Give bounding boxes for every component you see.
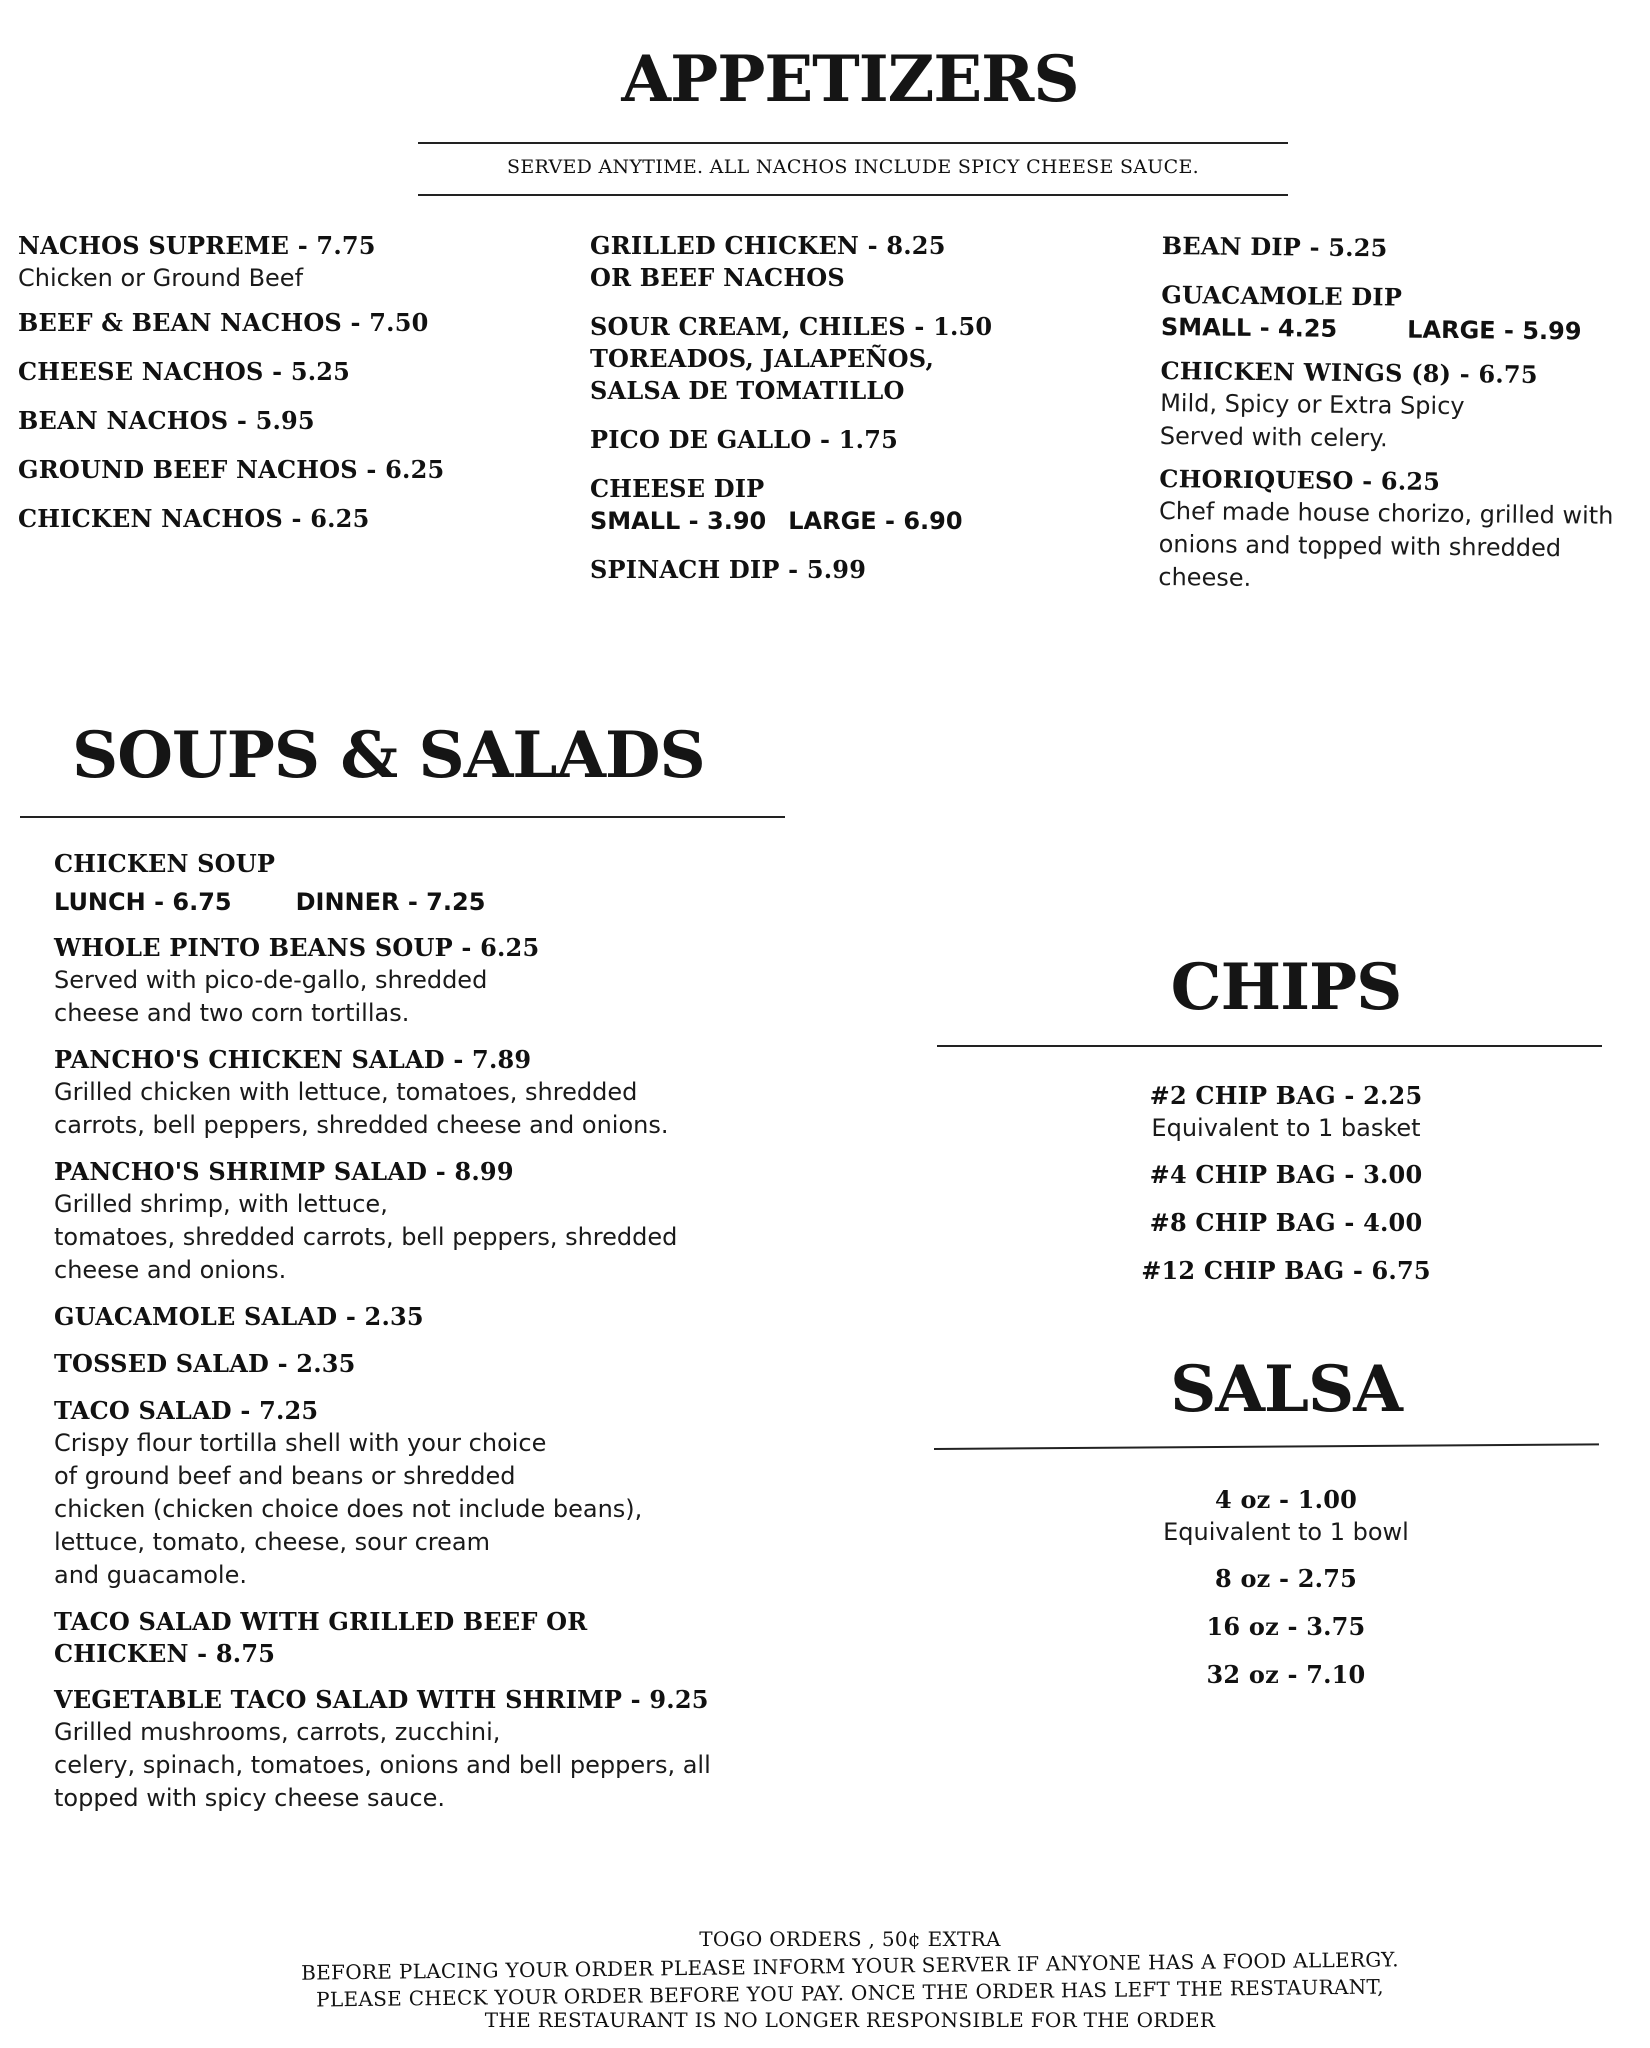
- item-name: PANCHO'S SHRIMP SALAD - 8.99: [54, 1157, 514, 1186]
- menu-item: 32 oz - 7.10: [1206, 1660, 1366, 1689]
- item-name: CHICKEN WINGS (8) - 6.75: [1160, 355, 1538, 389]
- item-desc: Grilled chicken with lettuce, tomatoes, shredded: [54, 1078, 638, 1106]
- item-name: TACO SALAD - 7.25: [54, 1396, 319, 1425]
- large-price: LARGE - 5.99: [1407, 315, 1582, 346]
- menu-item: [54, 1606, 711, 1670]
- item-name-continued: CHICKEN - 8.75: [54, 1639, 276, 1668]
- menu-item: [54, 1684, 711, 1815]
- small-price: SMALL - 4.25: [1160, 312, 1338, 343]
- menu-item: GUACAMOLE SALAD - 2.35: [54, 1302, 424, 1331]
- menu-item: [590, 311, 992, 407]
- item-desc: of ground beef and beans or shredded: [54, 1462, 516, 1490]
- item-name: GROUND BEEF NACHOS: [18, 455, 358, 484]
- appetizers-subtitle: SERVED ANYTIME. ALL NACHOS INCLUDE SPICY CHEESE SAUCE.: [507, 156, 1199, 178]
- dinner-price: DINNER - 7.25: [295, 888, 486, 916]
- appetizers-rule-bottom: [418, 194, 1288, 196]
- menu-item: CHEESE NACHOS - 5.25: [18, 357, 351, 386]
- salsa-list: [936, 1484, 1636, 1691]
- menu-item: [936, 1080, 1636, 1145]
- menu-item: [54, 1156, 711, 1287]
- item-price: 5.25: [290, 357, 351, 386]
- item-desc: Served with celery.: [1159, 421, 1388, 453]
- menu-item: [1160, 355, 1615, 458]
- large-price: LARGE - 6.90: [788, 507, 963, 535]
- item-desc: Mild, Spicy or Extra Spicy: [1160, 388, 1465, 421]
- soups-salads-list: [54, 848, 711, 1815]
- item-name: SOUR CREAM, CHILES - 1.50: [590, 312, 993, 341]
- item-desc: celery, spinach, tomatoes, onions and bell peppers, all: [54, 1751, 711, 1779]
- item-name: 4 oz - 1.00: [1214, 1485, 1358, 1514]
- item-desc: Grilled shrimp, with lettuce,: [54, 1190, 388, 1218]
- item-desc: chicken (chicken choice does not include beans),: [54, 1495, 643, 1523]
- item-price: 7.75: [316, 231, 376, 260]
- item-price: 6.25: [310, 504, 370, 533]
- item-desc: Crispy flour tortilla shell with your choice: [54, 1429, 547, 1457]
- menu-item: [1161, 279, 1616, 348]
- chips-list: [936, 1080, 1636, 1287]
- item-name: CHEESE NACHOS: [18, 357, 264, 386]
- menu-item: [54, 1044, 711, 1142]
- lunch-price: LUNCH - 6.75: [54, 888, 232, 916]
- menu-item: [936, 1484, 1636, 1549]
- item-desc: cheese.: [1158, 562, 1252, 592]
- item-name: CHICKEN NACHOS: [18, 504, 283, 533]
- salsa-rule: [934, 1443, 1599, 1450]
- item-name: CHEESE DIP: [590, 474, 765, 503]
- item-desc: cheese and two corn tortillas.: [54, 999, 410, 1027]
- item-name-continued: TOREADOS, JALAPEÑOS,: [590, 344, 935, 373]
- menu-item: 8 oz - 2.75: [1214, 1564, 1358, 1593]
- item-desc: Chef made house chorizo, grilled with: [1158, 496, 1614, 530]
- item-price: 5.95: [255, 406, 315, 435]
- appetizers-rule-top: [418, 142, 1288, 144]
- appetizers-title: APPETIZERS: [621, 42, 1079, 117]
- item-desc: Grilled mushrooms, carrots, zucchini,: [54, 1718, 501, 1746]
- item-name: BEAN NACHOS: [18, 406, 229, 435]
- menu-item: [1158, 463, 1614, 599]
- footer-togo: TOGO ORDERS , 50¢ EXTRA: [699, 1927, 1001, 1951]
- item-desc: Chicken or Ground Beef: [18, 264, 304, 292]
- size-prices: [590, 505, 992, 537]
- chips-rule: [937, 1045, 1602, 1047]
- item-desc: onions and topped with shredded: [1158, 529, 1562, 563]
- item-desc: tomatoes, shredded carrots, bell peppers, shredded: [54, 1223, 678, 1251]
- item-name: #2 CHIP BAG - 2.25: [1149, 1081, 1423, 1110]
- item-name: CHORIQUESO - 6.25: [1159, 463, 1441, 496]
- appetizers-column-2: [590, 230, 992, 586]
- item-desc: and guacamole.: [54, 1561, 247, 1589]
- item-desc: cheese and onions.: [54, 1256, 287, 1284]
- item-name-continued: SALSA DE TOMATILLO: [590, 376, 905, 405]
- item-desc: Equivalent to 1 bowl: [1163, 1518, 1409, 1546]
- item-name: NACHOS SUPREME: [18, 231, 290, 260]
- item-name-continued: OR BEEF NACHOS: [590, 263, 845, 292]
- menu-item: [590, 230, 992, 294]
- menu-item: TOSSED SALAD - 2.35: [54, 1349, 356, 1378]
- item-name: GRILLED CHICKEN - 8.25: [590, 231, 946, 260]
- small-price: SMALL - 3.90: [590, 507, 767, 535]
- item-name: VEGETABLE TACO SALAD WITH SHRIMP - 9.25: [54, 1685, 709, 1714]
- menu-item: BEAN DIP - 5.25: [1161, 230, 1388, 263]
- item-name: GUACAMOLE DIP: [1161, 279, 1403, 312]
- item-price: 7.50: [369, 308, 429, 337]
- item-desc: Equivalent to 1 basket: [1151, 1114, 1421, 1142]
- item-price: 6.25: [385, 455, 445, 484]
- item-name: PANCHO'S CHICKEN SALAD - 7.89: [54, 1045, 532, 1074]
- menu-item: #12 CHIP BAG - 6.75: [1141, 1256, 1431, 1285]
- meal-prices: [54, 886, 711, 918]
- menu-item: NACHOS SUPREME - 7.75 Chicken or Ground Beef: [18, 230, 444, 295]
- soups-salads-title: SOUPS & SALADS: [72, 718, 705, 793]
- item-name: CHICKEN SOUP: [54, 849, 276, 878]
- menu-item: [590, 473, 992, 537]
- size-prices: [1161, 311, 1616, 348]
- appetizers-column-3: [1158, 230, 1616, 599]
- menu-item: GROUND BEEF NACHOS - 6.25: [18, 455, 445, 484]
- footer-responsibility: THE RESTAURANT IS NO LONGER RESPONSIBLE FOR THE ORDER: [484, 2008, 1216, 2032]
- menu-item: [54, 1395, 711, 1592]
- item-desc: carrots, bell peppers, shredded cheese and onions.: [54, 1111, 669, 1139]
- menu-item: CHICKEN NACHOS - 6.25: [18, 504, 370, 533]
- soups-salads-rule: [20, 816, 785, 818]
- appetizers-column-1: [18, 230, 444, 535]
- menu-item: [54, 932, 711, 1030]
- footer-notice: [200, 1926, 1500, 2034]
- menu-item: SPINACH DIP - 5.99: [590, 555, 867, 584]
- menu-item: #8 CHIP BAG - 4.00: [1149, 1208, 1423, 1237]
- item-name: WHOLE PINTO BEANS SOUP - 6.25: [54, 933, 540, 962]
- menu-item: [54, 848, 711, 918]
- item-name: TACO SALAD WITH GRILLED BEEF OR: [54, 1607, 588, 1636]
- item-desc: Served with pico-de-gallo, shredded: [54, 966, 488, 994]
- menu-item: PICO DE GALLO - 1.75: [590, 425, 898, 454]
- menu-item: #4 CHIP BAG - 3.00: [1149, 1160, 1423, 1189]
- salsa-title: SALSA: [1170, 1352, 1402, 1427]
- item-name: BEEF & BEAN NACHOS: [18, 308, 342, 337]
- chips-title: CHIPS: [1170, 950, 1402, 1025]
- footer-allergy: BEFORE PLACING YOUR ORDER PLEASE INFORM YOUR SERVER IF ANYONE HAS A FOOD ALLERGY.: [301, 1947, 1399, 1985]
- menu-item: 16 oz - 3.75: [1206, 1612, 1366, 1641]
- menu-item: BEEF & BEAN NACHOS - 7.50: [18, 308, 429, 337]
- menu-item: BEAN NACHOS - 5.95: [18, 406, 315, 435]
- footer-check-order: PLEASE CHECK YOUR ORDER BEFORE YOU PAY. ONCE THE ORDER HAS LEFT THE RESTAURANT,: [316, 1974, 1384, 2012]
- item-desc: lettuce, tomato, cheese, sour cream: [54, 1528, 490, 1556]
- item-desc: topped with spicy cheese sauce.: [54, 1784, 446, 1812]
